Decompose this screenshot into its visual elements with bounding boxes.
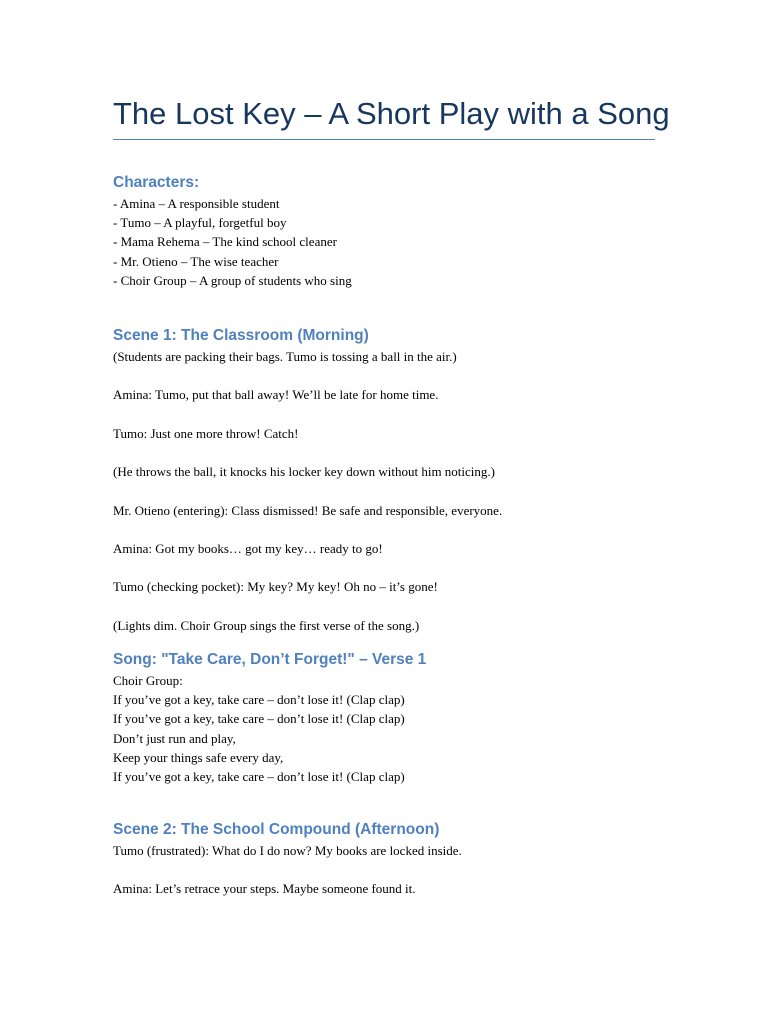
stage-direction: (Lights dim. Choir Group sings the first verse of the song.) [113,617,420,633]
stage-direction: (Students are packing their bags. Tumo is tossing a ball in the air.) [113,349,457,364]
document-title: The Lost Key – A Short Play with a Song [113,96,670,131]
dialogue-line: Mr. Otieno (entering): Class dismissed! Be safe and responsible, everyone. [113,502,503,518]
scene-2-heading: Scene 2: The School Compound (Afternoon) [113,821,440,838]
dialogue-line: Tumo: Just one more throw! Catch! [113,425,299,441]
stage-direction: (He throws the ball, it knocks his locker key down without him noticing.) [113,464,495,480]
dialogue-line: Tumo (checking pocket): My key? My key! Oh no – it’s gone! [113,579,438,595]
song-line: Don’t just run and play, [113,730,236,746]
scene-2-section [113,819,655,899]
character-line-mama-rehema: - Mama Rehema – The kind school cleaner [113,234,337,250]
character-line-amina: - Amina – A responsible student [113,196,280,211]
song-line: If you’ve got a key, take care – don’t lose it! (Clap clap) [113,769,405,785]
dialogue-line: Amina: Tumo, put that ball away! We’ll be late for home time. [113,387,439,403]
scene-1-heading: Scene 1: The Classroom (Morning) [113,327,369,344]
song-line: Choir Group: [113,673,183,688]
song-line: If you’ve got a key, take care – don’t lose it! (Clap clap) [113,692,405,708]
song-section [113,649,655,786]
song-line: If you’ve got a key, take care – don’t lose it! (Clap clap) [113,711,405,727]
song-heading: Song: "Take Care, Don’t Forget!" – Verse 1 [113,651,427,668]
character-line-choir-group: - Choir Group – A group of students who sing [113,272,352,288]
character-line-mr-otieno: - Mr. Otieno – The wise teacher [113,253,279,269]
characters-section [113,172,655,290]
dialogue-line: Amina: Got my books… got my key… ready to go! [113,540,383,556]
scene-1-section [113,325,655,635]
character-line-tumo: - Tumo – A playful, forgetful boy [113,215,287,231]
dialogue-line: Amina: Let’s retrace your steps. Maybe someone found it. [113,881,416,897]
characters-heading: Characters: [113,174,200,191]
dialogue-line: Tumo (frustrated): What do I do now? My books are locked inside. [113,843,462,858]
song-line: Keep your things safe every day, [113,749,284,765]
title-underline [113,139,655,140]
